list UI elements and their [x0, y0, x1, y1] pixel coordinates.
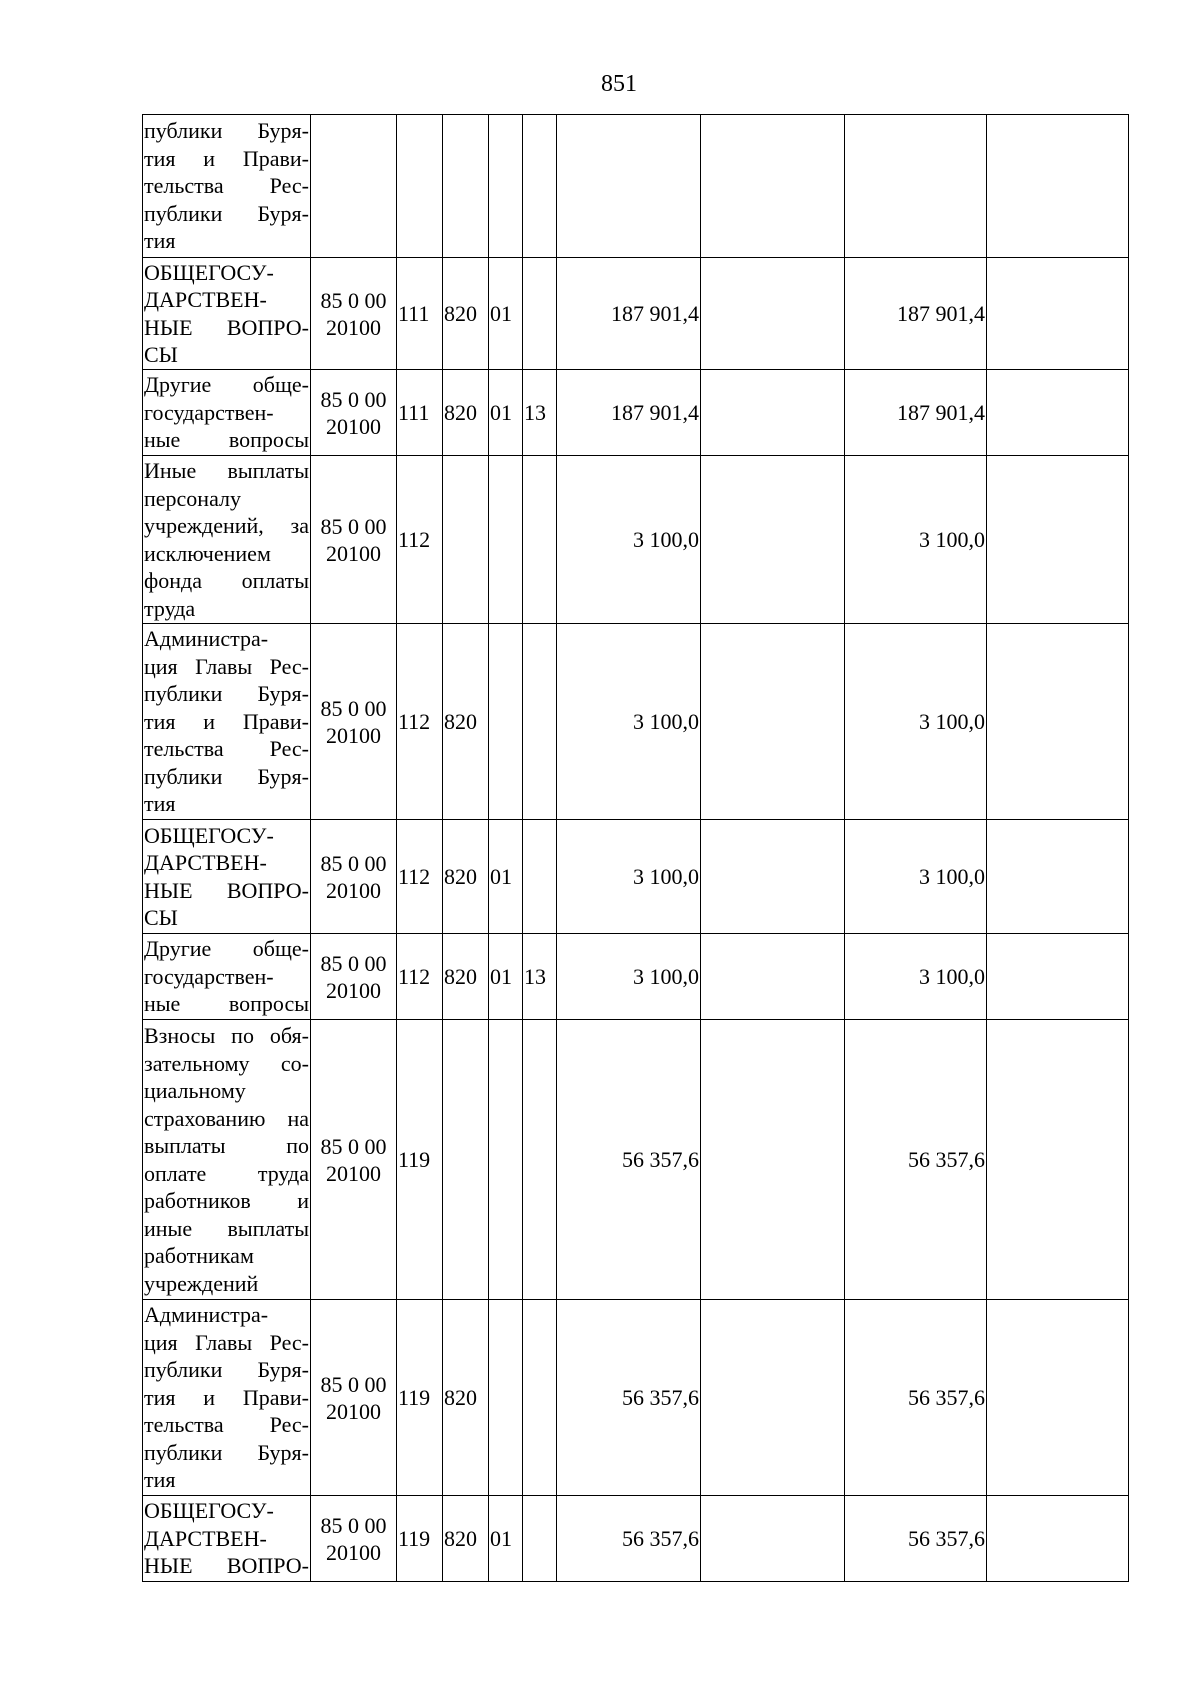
csr-code-cell	[311, 1020, 397, 1300]
csr-code-line: 20100	[326, 977, 381, 1003]
vr-code-cell: 119	[397, 1020, 443, 1300]
empty-extra-cell	[987, 1020, 1129, 1300]
csr-code-line: 20100	[326, 877, 381, 903]
grbs-code-cell: 820	[443, 820, 489, 934]
row-name-line: тия и Прави-	[144, 1384, 309, 1410]
row-name-line: персоналу	[144, 485, 242, 511]
subsection-code-cell: 13	[523, 934, 557, 1020]
row-name-line: тия и Прави-	[144, 708, 309, 734]
empty-amount-cell	[701, 370, 845, 456]
vr-code-cell: 111	[397, 258, 443, 370]
row-name-line: исключением	[144, 540, 271, 566]
amount-cell: 3 100,0	[557, 820, 701, 934]
empty-amount-cell	[701, 456, 845, 624]
table-row	[143, 934, 1129, 1020]
total-cell: 3 100,0	[845, 456, 987, 624]
table-row	[143, 456, 1129, 624]
row-name-line: Взносы по обя-	[144, 1023, 309, 1048]
csr-code-cell	[311, 258, 397, 370]
empty-extra-cell	[987, 820, 1129, 934]
row-name-cell	[143, 456, 311, 624]
row-name-line: тия	[144, 791, 176, 817]
empty-extra-cell	[987, 115, 1129, 258]
csr-code-cell	[311, 820, 397, 934]
grbs-code-cell	[443, 1020, 489, 1300]
grbs-code-cell	[443, 456, 489, 624]
section-code-cell: 01	[489, 258, 523, 370]
vr-code-cell: 119	[397, 1496, 443, 1582]
subsection-code-cell	[523, 624, 557, 820]
csr-code-line: 20100	[326, 1160, 381, 1186]
row-name-line: учреждений, за	[144, 513, 309, 538]
vr-code-cell: 112	[397, 934, 443, 1020]
csr-code-cell	[311, 934, 397, 1020]
empty-extra-cell	[987, 456, 1129, 624]
total-cell: 56 357,6	[845, 1496, 987, 1582]
empty-amount-cell	[701, 1300, 845, 1496]
section-code-cell: 01	[489, 820, 523, 934]
total-cell: 3 100,0	[845, 820, 987, 934]
empty-extra-cell	[987, 934, 1129, 1020]
budget-table	[142, 114, 1129, 1582]
page-number: 851	[601, 71, 637, 97]
row-name-line: зательному со-	[144, 1050, 309, 1076]
row-name-line: тия	[144, 228, 176, 254]
subsection-code-cell	[523, 1496, 557, 1582]
empty-amount-cell	[701, 934, 845, 1020]
section-code-cell: 01	[489, 370, 523, 456]
csr-code-line: 85 0 00	[320, 287, 387, 313]
empty-amount-cell	[701, 1496, 845, 1582]
row-name-cell	[143, 258, 311, 370]
row-name-line: тельства Рес-	[144, 173, 309, 199]
row-name-line: публики Буря-	[144, 200, 309, 226]
table-row	[143, 1020, 1129, 1300]
row-name-line: ОБЩЕГОСУ-	[144, 1498, 274, 1524]
row-name-line: фонда оплаты	[144, 568, 309, 593]
empty-extra-cell	[987, 370, 1129, 456]
table-row	[143, 258, 1129, 370]
row-name-line: страхованию на	[144, 1105, 309, 1131]
total-cell: 3 100,0	[845, 624, 987, 820]
row-name-cell	[143, 934, 311, 1020]
row-name-line: ОБЩЕГОСУ-	[144, 822, 274, 848]
row-name-line: выплаты по	[144, 1133, 309, 1158]
total-cell: 3 100,0	[845, 934, 987, 1020]
grbs-code-cell: 820	[443, 258, 489, 370]
row-name-line: Другие обще-	[144, 372, 309, 398]
row-name-line: государствен-	[144, 399, 274, 425]
row-name-line: публики Буря-	[144, 681, 309, 707]
subsection-code-cell	[523, 258, 557, 370]
csr-code-line: 85 0 00	[320, 950, 387, 976]
row-name-line: публики Буря-	[144, 1357, 309, 1383]
csr-code-line: 20100	[326, 1539, 381, 1565]
section-code-cell	[489, 1300, 523, 1496]
vr-code-cell: 119	[397, 1300, 443, 1496]
empty-amount-cell	[701, 624, 845, 820]
amount-cell	[557, 115, 701, 258]
empty-extra-cell	[987, 258, 1129, 370]
row-name-line: Администра-	[144, 626, 269, 652]
empty-extra-cell	[987, 624, 1129, 820]
row-name-line: НЫЕ ВОПРО-	[144, 1553, 309, 1579]
row-name-line: Другие обще-	[144, 936, 309, 962]
row-name-cell	[143, 115, 311, 258]
table-row	[143, 820, 1129, 934]
row-name-line: иные выплаты	[144, 1215, 309, 1241]
row-name-line: Администра-	[144, 1302, 269, 1328]
budget-table-body	[143, 115, 1129, 1582]
amount-cell: 187 901,4	[557, 258, 701, 370]
subsection-code-cell	[523, 1300, 557, 1496]
subsection-code-cell	[523, 820, 557, 934]
csr-code-cell	[311, 1300, 397, 1496]
csr-code-line: 85 0 00	[320, 1133, 387, 1159]
empty-amount-cell	[701, 820, 845, 934]
amount-cell: 187 901,4	[557, 370, 701, 456]
row-name-line: работников и	[144, 1188, 309, 1213]
empty-amount-cell	[701, 115, 845, 258]
section-code-cell	[489, 456, 523, 624]
grbs-code-cell: 820	[443, 1300, 489, 1496]
csr-code-cell	[311, 370, 397, 456]
section-code-cell	[489, 624, 523, 820]
grbs-code-cell: 820	[443, 934, 489, 1020]
row-name-line: ция Главы Рес-	[144, 653, 309, 679]
row-name-cell	[143, 624, 311, 820]
row-name-line: циальному	[144, 1078, 246, 1103]
grbs-code-cell: 820	[443, 624, 489, 820]
csr-code-line: 85 0 00	[320, 1512, 387, 1538]
vr-code-cell: 112	[397, 624, 443, 820]
csr-code-line: 85 0 00	[320, 1371, 387, 1397]
section-code-cell: 01	[489, 1496, 523, 1582]
table-row	[143, 1496, 1129, 1582]
csr-code-line: 85 0 00	[320, 386, 387, 412]
row-name-line: публики Буря-	[144, 118, 309, 144]
row-name-line: ные вопросы	[144, 991, 309, 1017]
row-name-line: ДАРСТВЕН-	[144, 850, 267, 875]
row-name-line: СЫ	[144, 342, 178, 367]
amount-cell: 56 357,6	[557, 1020, 701, 1300]
total-cell: 56 357,6	[845, 1300, 987, 1496]
amount-cell: 3 100,0	[557, 934, 701, 1020]
csr-code-line: 85 0 00	[320, 695, 387, 721]
row-name-line: государствен-	[144, 963, 274, 989]
csr-code-cell	[311, 624, 397, 820]
csr-code-line: 20100	[326, 540, 381, 566]
subsection-code-cell: 13	[523, 370, 557, 456]
csr-code-cell	[311, 1496, 397, 1582]
row-name-cell	[143, 1300, 311, 1496]
csr-code-cell	[311, 115, 397, 258]
row-name-line: ные вопросы	[144, 427, 309, 453]
row-name-line: оплате труда	[144, 1160, 309, 1186]
csr-code-cell	[311, 456, 397, 624]
row-name-line: ОБЩЕГОСУ-	[144, 259, 274, 285]
row-name-line: НЫЕ ВОПРО-	[144, 877, 309, 903]
subsection-code-cell	[523, 1020, 557, 1300]
csr-code-line: 85 0 00	[320, 850, 387, 876]
empty-amount-cell	[701, 258, 845, 370]
grbs-code-cell: 820	[443, 370, 489, 456]
section-code-cell: 01	[489, 934, 523, 1020]
table-row	[143, 624, 1129, 820]
row-name-line: ция Главы Рес-	[144, 1329, 309, 1355]
row-name-cell	[143, 370, 311, 456]
table-row	[143, 115, 1129, 258]
row-name-line: ДАРСТВЕН-	[144, 1525, 267, 1551]
row-name-line: учреждений	[144, 1270, 259, 1296]
total-cell: 56 357,6	[845, 1020, 987, 1300]
empty-amount-cell	[701, 1020, 845, 1300]
row-name-line: НЫЕ ВОПРО-	[144, 314, 309, 340]
amount-cell: 3 100,0	[557, 456, 701, 624]
row-name-line: СЫ	[144, 905, 178, 930]
row-name-line: тельства Рес-	[144, 736, 309, 762]
row-name-line: Иные выплаты	[144, 458, 309, 483]
row-name-line: труда	[144, 595, 196, 621]
row-name-line: ДАРСТВЕН-	[144, 287, 267, 312]
row-name-cell	[143, 1496, 311, 1582]
vr-code-cell: 111	[397, 370, 443, 456]
vr-code-cell: 112	[397, 820, 443, 934]
amount-cell: 3 100,0	[557, 624, 701, 820]
row-name-line: работникам	[144, 1243, 254, 1268]
csr-code-line: 20100	[326, 722, 381, 748]
csr-code-line: 20100	[326, 314, 381, 340]
empty-extra-cell	[987, 1496, 1129, 1582]
total-cell: 187 901,4	[845, 370, 987, 456]
row-name-line: публики Буря-	[144, 763, 309, 789]
amount-cell: 56 357,6	[557, 1300, 701, 1496]
empty-extra-cell	[987, 1300, 1129, 1496]
subsection-code-cell	[523, 115, 557, 258]
vr-code-cell	[397, 115, 443, 258]
table-row	[143, 1300, 1129, 1496]
csr-code-line: 20100	[326, 1398, 381, 1424]
csr-code-line: 85 0 00	[320, 513, 387, 539]
row-name-line: тельства Рес-	[144, 1412, 309, 1438]
total-cell: 187 901,4	[845, 258, 987, 370]
section-code-cell	[489, 1020, 523, 1300]
csr-code-line: 20100	[326, 413, 381, 439]
grbs-code-cell: 820	[443, 1496, 489, 1582]
row-name-line: тия и Прави-	[144, 145, 309, 171]
row-name-cell	[143, 1020, 311, 1300]
total-cell	[845, 115, 987, 258]
amount-cell: 56 357,6	[557, 1496, 701, 1582]
section-code-cell	[489, 115, 523, 258]
row-name-line: публики Буря-	[144, 1439, 309, 1465]
vr-code-cell: 112	[397, 456, 443, 624]
row-name-line: тия	[144, 1467, 176, 1493]
table-row	[143, 370, 1129, 456]
subsection-code-cell	[523, 456, 557, 624]
row-name-cell	[143, 820, 311, 934]
grbs-code-cell	[443, 115, 489, 258]
